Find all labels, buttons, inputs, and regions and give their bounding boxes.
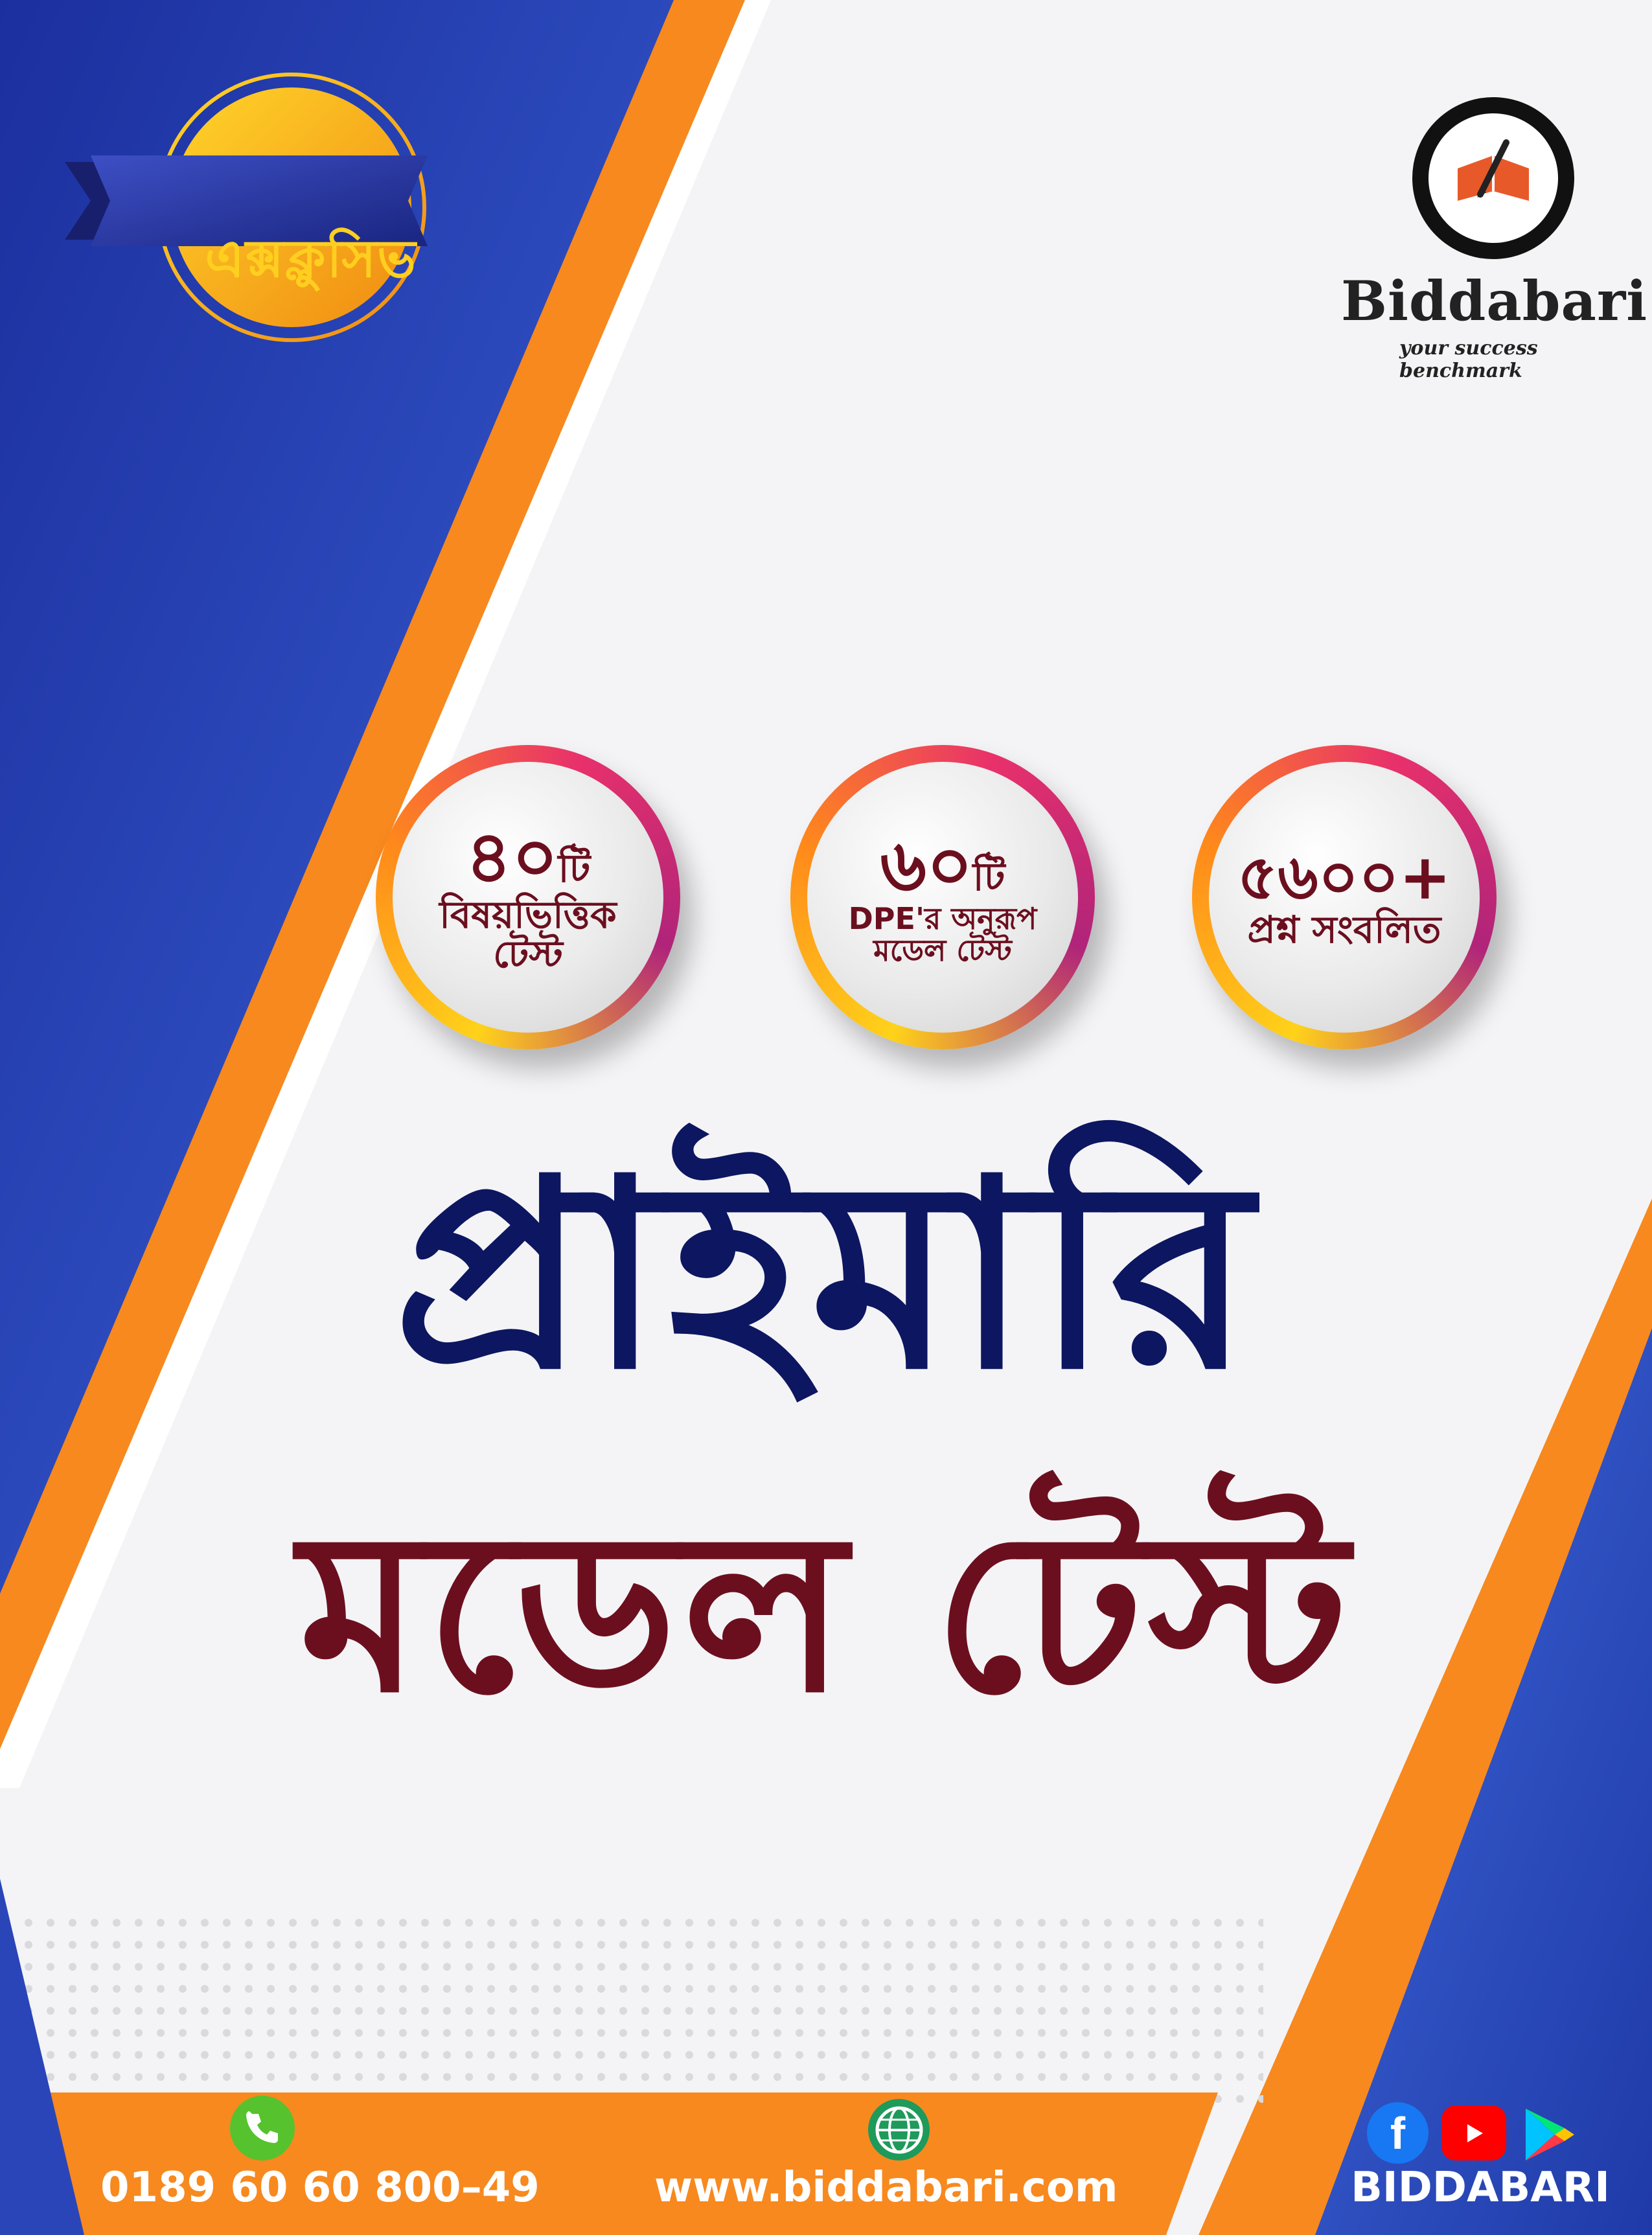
play-store-icon[interactable] xyxy=(1519,2105,1577,2164)
stat-questions xyxy=(1192,745,1497,1049)
stat-line2: টেস্ট xyxy=(493,932,563,976)
stat-line2: মডেল টেস্ট xyxy=(873,932,1012,968)
stat-number: ৬০ xyxy=(880,823,973,907)
logo-name: Biddabari xyxy=(1341,269,1648,333)
website-link[interactable]: www.biddabari.com xyxy=(654,2164,1118,2212)
dot-pattern xyxy=(0,1911,1263,2112)
stat-number: ৪০ xyxy=(465,816,558,899)
logo-emblem xyxy=(1412,97,1574,259)
youtube-icon[interactable] xyxy=(1441,2105,1506,2160)
phone-icon xyxy=(230,2096,295,2160)
stat-line1: DPE'র অনুরূপ xyxy=(848,901,1037,937)
title-model-test: মডেল টেস্ট xyxy=(299,1485,1353,1741)
badge-graphic xyxy=(65,65,428,350)
biddabari-logo xyxy=(1328,97,1648,382)
logo-tagline: your success benchmark xyxy=(1399,337,1538,382)
stat-model-tests xyxy=(790,745,1095,1049)
facebook-icon[interactable]: f xyxy=(1367,2102,1428,2164)
phone-number[interactable]: 0189 60 60 800–49 xyxy=(100,2164,540,2212)
stat-number: ৫৬০০+ xyxy=(1237,841,1451,914)
title-primary: প্রাইমারি xyxy=(393,1125,1259,1427)
brand-name: BIDDABARI xyxy=(1351,2164,1610,2212)
stat-line1: বিষয়ভিত্তিক xyxy=(439,892,617,937)
stat-line1: প্রশ্ন সংবলিত xyxy=(1247,907,1441,952)
badge-label: এক্সক্লুসিভ xyxy=(205,229,417,289)
book-pen-icon xyxy=(1445,130,1542,227)
stat-unit: টি xyxy=(558,846,591,892)
globe-icon xyxy=(868,2099,930,2160)
stat-unit: টি xyxy=(972,854,1005,900)
stat-subject-tests xyxy=(376,745,680,1049)
exclusive-badge xyxy=(65,65,428,350)
